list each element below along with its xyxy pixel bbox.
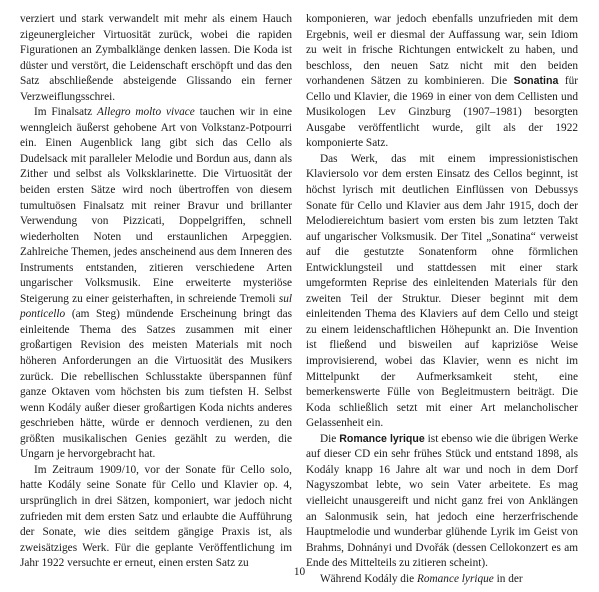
paragraph-finale: [20, 105, 292, 463]
italic-work-title: Romance lyrique: [416, 572, 494, 585]
text-run: in der: [493, 572, 523, 585]
left-column: [20, 12, 292, 572]
paragraph: Im Zeitraum 1909/10, vor der Sonate für Cello solo, hatte Kodály seine Sonate für Cello und Klavier op. 4, ursprünglich in drei Sätzen, komponiert, war jedoch nicht zufrieden mit dem ersten Satz und erlaubte die Aufführung der Sonate, wie dies seitdem gängige Praxis ist, als zweisätziges Werk. Für die geplante Veröffentlichung im Jahr 1922 versuchte er erneut, einen ersten Satz zu: [20, 463, 292, 570]
work-title-romance-lyrique: Romance lyrique: [339, 432, 425, 445]
right-column: [306, 12, 578, 587]
text-run: Die: [320, 432, 340, 445]
work-title-sonatina: Sonatina: [513, 75, 559, 88]
italic-term: sul ponticello: [20, 292, 292, 321]
text-run: Im Finalsatz: [34, 106, 98, 119]
text-run: für Cello und Klavier, die 1969 in einer von dem Cellisten und Musikologen Lev Ginzburg (1907–1981) besorgten Ausgabe veröffentlicht wurde, gilt als der 1922 komponierte Satz.: [306, 75, 578, 150]
paragraph-sonatina: [306, 12, 578, 152]
text-run: (am Steg) mündende Erscheinung bringt das einleitende Thema des Satzes zusammen mit einer großartigen Revision des meisten Materials mit noch höheren Anforderungen an die Virtuosität des Musikers zurück. Die rebellischen Schlusstakte überspannen fünf ganze Oktaven vom höchsten bis zum tiefsten H. Selbst wenn Kodály außer dieser großartigen Koda nichts anderes geschrieben hätte, würde er dennoch verdienen, zu den größten musikalischen Genies gezählt zu werden, die Ungarn je hervorgebracht hat.: [20, 308, 292, 461]
text-run: komponieren, war jedoch ebenfalls unzufrieden mit dem Ergebnis, weil er diesmal der Auffassung war, sein Idiom zu weit in frische Richtungen entwickelt zu haben, und beschloss, den neuen Satz nicht mit den beiden vorhandenen Sätzen zu kombinieren. Die: [306, 13, 578, 88]
italic-tempo-marking: Allegro molto vivace: [97, 106, 195, 119]
paragraph: verziert und stark verwandelt mit mehr als einem Hauch zigeunergleicher Virtuosität zurück, wobei die rapiden Figurationen an Zymbalklänge denken lassen. Die Koda ist düster und verstört, die Leidenschaft erschöpft und das den Satz abschließende absteigende Glissando ein ferner Verzweiflungsschrei.: [20, 13, 292, 103]
text-run: ist ebenso wie die übrigen Werke auf dieser CD ein sehr frühes Stück und entstand 1898, als Kodály knapp 16 Jahre alt war und noch in dem Dorf Nagyszombat lebte, wo sein Vater arbeitete. Es mag vielleicht unausgereift und nicht ganz frei von Anklängen an Salonmusik sein, hat jedoch eine herzerfrischende Hauptmelodie und wunderbar glühende Lyrik im Geist von Brahms, Dohnányi und Dvořák (dessen Cellokonzert es am Ende des Mittelteils zu zitieren scheint).: [306, 432, 578, 570]
paragraph-romance: [306, 432, 578, 572]
text-run: tauchen wir in eine wenngleich äußerst gehobene Art von Volkstanz-Potpourri ein. Einen Augenblick lang gibt sich das Cello als Dudelsack mit paralleler Melodie und Bordun aus, dann als Zither und selbst als Volksklarinette. Die Virtuosität der beiden ersten Sätze wird noch übertroffen von diesem tumultuösen Finalsatz mit reiner Bravur und brillanter Verwendung von Pizzicati, Doppelgriffen, schnell wiederholten Noten und erstaunlichen Arpeggien. Zahlreiche Themen, jedes anscheinend aus dem Inneren des Instruments entstanden, zitieren verschiedene Arten ungarischer Volksmusik. Eine erweiterte mysteriöse Steigerung zu einer geisterhaften, in schreiende Tremoli: [20, 106, 292, 305]
paragraph: Das Werk, das mit einem impressionistischen Klaviersolo vor dem ersten Einsatz des Cellos beginnt, ist höchst lyrisch mit deutlichen Einflüssen von Debussys Sonate für Cello und Klavier aus dem Jahr 1915, doch der Melodiereichtum basiert vom ersten bis zum letzten Takt auf ungarischer Volksmusik. Der Titel „Sonatina“ verweist auf die gestutzte Sonatenform ohne förmlichen Entwicklungsteil und stattdessen mit einer stark umgeformten Reprise des einleitenden Materials für den zweiten Teil der Struktur. Dieser beginnt mit dem einleitenden Thema des Klaviers auf dem Cello und steigt zu einem leidenschaftlichen Höhepunkt an. Die Invention ist fließend und bisweilen auf kapriziöse Weise improvisierend, wobei das Klavier, wenn es nicht im Mittelpunkt der Aufmerksamkeit steht, eine bemerkenswerte Fülle von Begleitmustern beiträgt. Die Koda schließlich setzt mit einer Art melancholischer Gelassenheit ein.: [306, 152, 578, 430]
page-number: 10: [293, 566, 306, 578]
text-run: Während Kodály die: [320, 572, 417, 585]
